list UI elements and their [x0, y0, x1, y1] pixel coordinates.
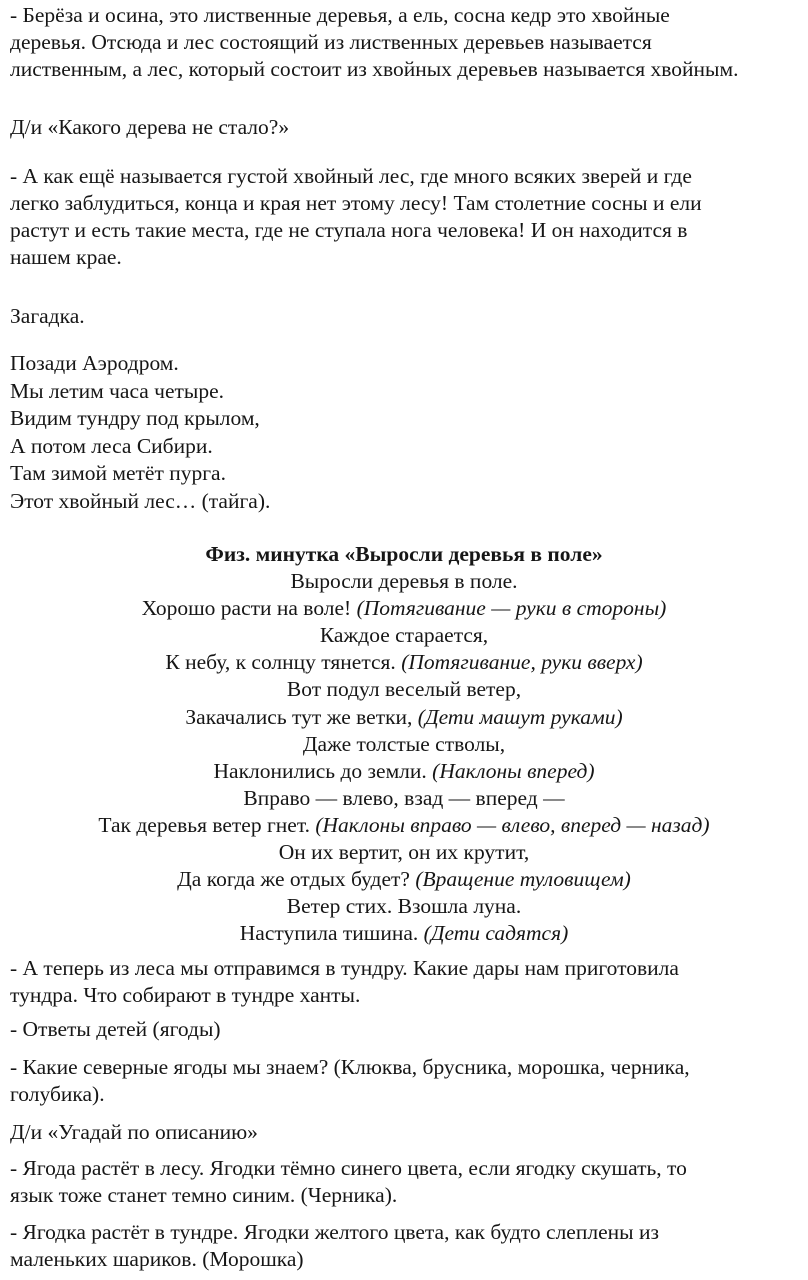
poem-line [0, 731, 808, 758]
poem-stage-direction: (Дети машут руками) [417, 704, 623, 729]
poem-line-text: Каждое старается, [319, 623, 489, 648]
text-line: - Ягодка растёт в тундре. Ягодки желтого цвета, как будто слеплены из [10, 1220, 659, 1244]
poem-line [0, 893, 808, 920]
poem-line [0, 595, 808, 622]
poem-line-text: Закачались тут же ветки, [185, 704, 418, 729]
poem-stage-direction: (Наклоны вправо — влево, вперед — назад) [315, 812, 710, 837]
text-line: нашем крае. [10, 245, 122, 269]
riddle-line: Позади Аэродром. [10, 351, 179, 375]
poem-line-text: Он их вертит, он их крутит, [278, 840, 530, 865]
poem-line [0, 812, 808, 839]
riddle-line: Видим тундру под крылом, [10, 406, 260, 431]
riddle-heading [10, 303, 802, 330]
poem-stage-direction: (Дети садятся) [423, 921, 569, 946]
poem-lines [0, 568, 808, 947]
paragraph-blueberry [10, 1155, 802, 1209]
paragraph-taiga-question [10, 163, 802, 271]
exercise-poem [0, 541, 808, 947]
text-line: - А теперь из леса мы отправимся в тундру. Какие дары нам приготовила [10, 956, 679, 980]
poem-line [0, 704, 808, 731]
paragraph-cloudberry [10, 1219, 802, 1273]
text-line: - А как ещё называется густой хвойный лес, где много всяких зверей и где [10, 164, 692, 188]
poem-stage-direction: (Потягивание, руки вверх) [401, 650, 643, 675]
text-line: Д/и «Какого дерева не стало?» [10, 115, 290, 139]
poem-line [0, 866, 808, 893]
poem-line-text: Наклонились до земли. [213, 758, 433, 783]
game-title-which-tree [10, 114, 802, 141]
poem-line-text: Так деревья ветер гнет. [98, 812, 316, 837]
text-line: Загадка. [10, 304, 85, 328]
riddle-line: Мы летим часа четыре. [10, 378, 225, 403]
poem-line [0, 758, 808, 785]
poem-line [0, 568, 808, 595]
poem-line-text: Наступила тишина. [239, 921, 424, 946]
paragraph-tundra [10, 955, 802, 1009]
poem-stage-direction: (Наклоны вперед) [432, 758, 595, 783]
poem-line [0, 676, 808, 703]
poem-stage-direction: (Вращение туловищем) [415, 867, 631, 892]
paragraph-answers [10, 1016, 802, 1043]
text-line: - Какие северные ягоды мы знаем? (Клюква, брусника, морошка, черника, [10, 1055, 690, 1079]
text-line: растут и есть такие места, где не ступала нога человека! И он находится в [10, 218, 688, 242]
text-line: маленьких шариков. (Морошка) [10, 1247, 304, 1271]
poem-line-text: Выросли деревья в поле. [290, 569, 518, 594]
text-line: Д/и «Угадай по описанию» [10, 1120, 258, 1144]
poem-stage-direction: (Потягивание — руки в стороны) [356, 596, 667, 621]
poem-line-text: Да когда же отдых будет? [177, 867, 416, 892]
paragraph-leaf-conifer [10, 2, 802, 83]
text-line: - Ответы детей (ягоды) [10, 1017, 221, 1041]
text-line: лиственным, а лес, который состоит из хвойных деревьев называется хвойным. [10, 57, 739, 81]
poem-line-text: Хорошо расти на воле! [141, 596, 357, 621]
poem-line [0, 649, 808, 676]
poem-line-text: Даже толстые стволы, [302, 731, 506, 756]
poem-line-text: Ветер стих. Взошла луна. [286, 894, 522, 919]
poem-line-text: Вправо — влево, взад — вперед — [243, 785, 565, 810]
poem-line-text: К небу, к солнцу тянется. [165, 650, 402, 675]
text-line: деревья. Отсюда и лес состоящий из лиственных деревьев называется [10, 30, 652, 54]
paragraph-berries-question [10, 1054, 802, 1108]
poem-line [0, 839, 808, 866]
text-line: легко заблудиться, конца и края нет этому лесу! Там столетние сосны и ели [10, 191, 702, 215]
poem-line [0, 622, 808, 649]
game-title-guess-description [10, 1119, 802, 1146]
poem-line [0, 920, 808, 947]
poem-line-text: Вот подул веселый ветер, [286, 677, 522, 702]
riddle-line: Там зимой метёт пурга. [10, 461, 226, 486]
text-line: голубика). [10, 1082, 105, 1106]
text-line: - Берёза и осина, это лиственные деревья, а ель, сосна кедр это хвойные [10, 3, 670, 27]
text-line: тундра. Что собирают в тундре ханты. [10, 983, 361, 1007]
text-line: - Ягода растёт в лесу. Ягодки тёмно синего цвета, если ягодку скушать, то [10, 1156, 687, 1180]
text-line: язык тоже станет темно синим. (Черника). [10, 1183, 398, 1207]
poem-title: Физ. минутка «Выросли деревья в поле» [205, 542, 603, 566]
riddle-line: А потом леса Сибири. [10, 433, 213, 458]
poem-line [0, 785, 808, 812]
riddle-verse [10, 350, 802, 516]
riddle-line: Этот хвойный лес… (тайга). [10, 488, 271, 513]
